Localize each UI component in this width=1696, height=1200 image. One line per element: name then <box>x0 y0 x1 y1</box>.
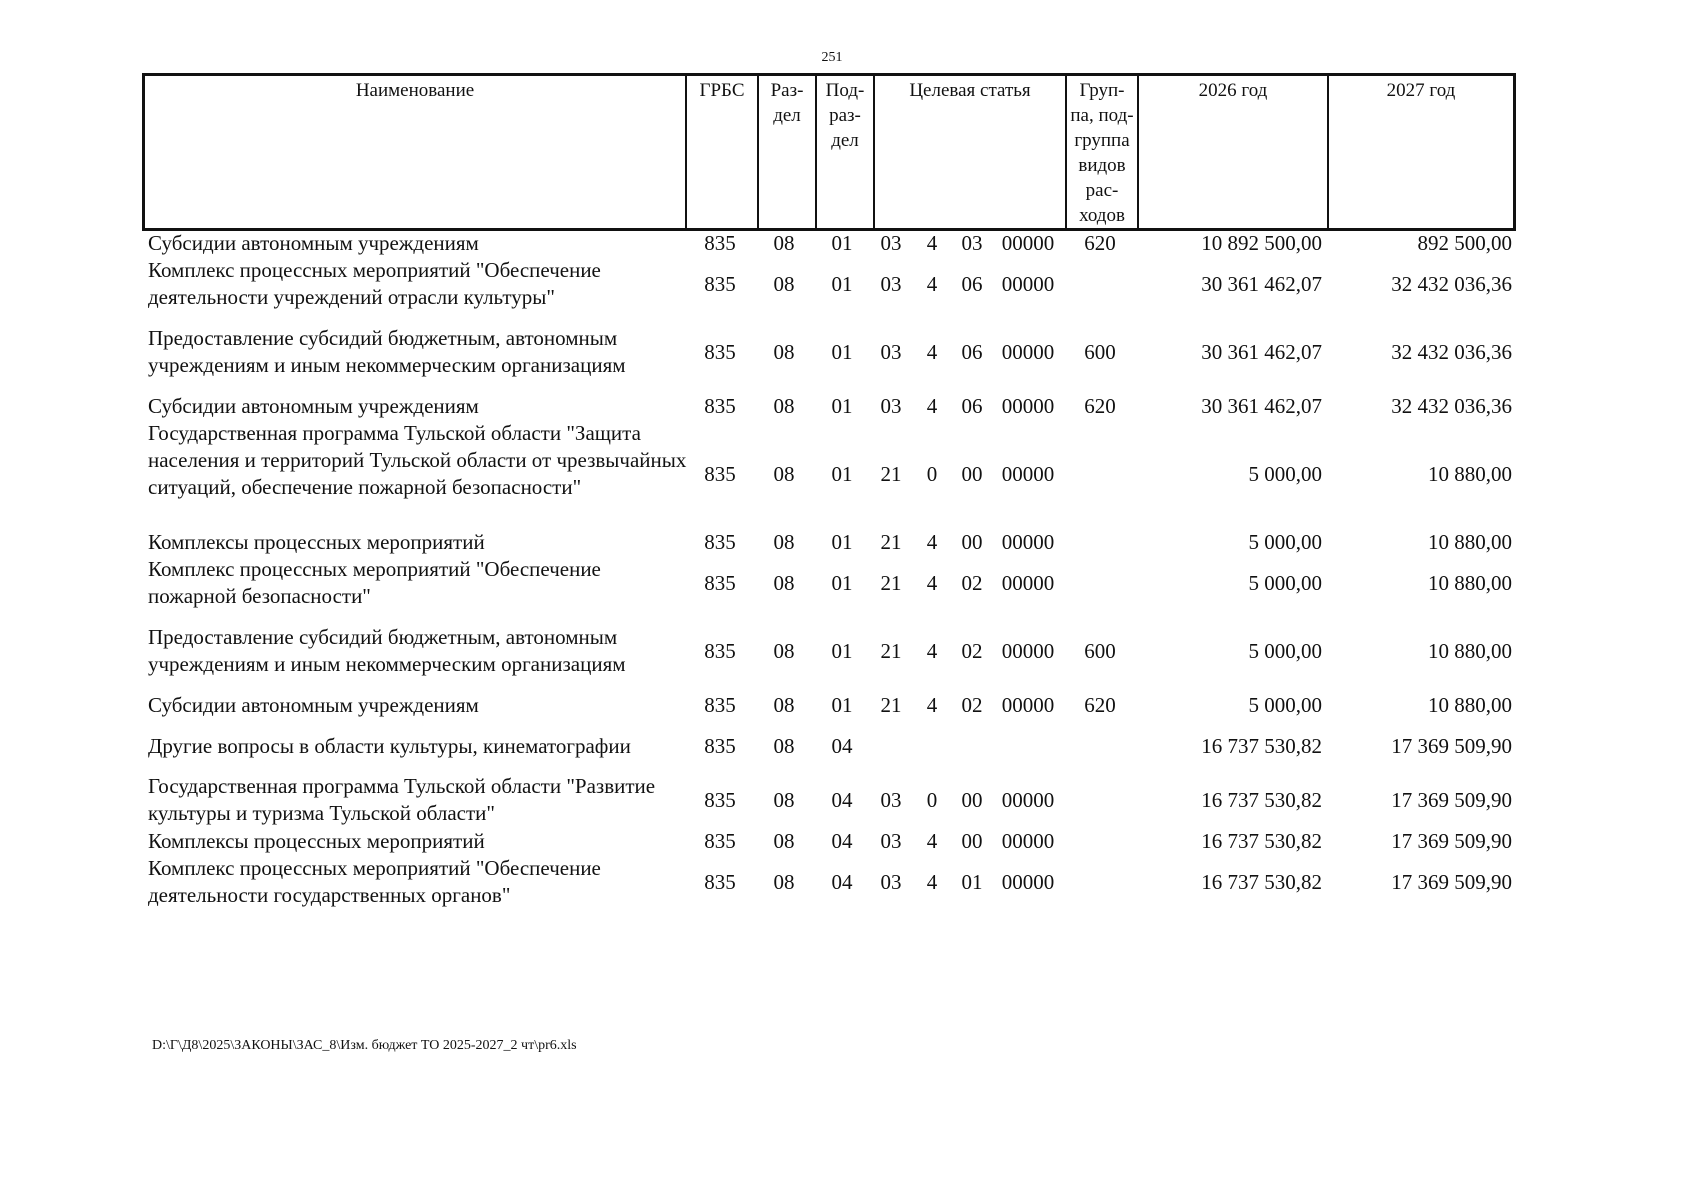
row-2027: 32 432 036,36 <box>1391 272 1512 296</box>
row-name: Субсидии автономным учреждениям <box>148 394 479 418</box>
row-target-code: 00000 <box>1001 231 1055 255</box>
row-2026: 30 361 462,07 <box>1201 272 1322 296</box>
row-grbs: 835 <box>704 340 736 364</box>
row-target-sub: 06 <box>961 272 983 296</box>
row-target-code: 00000 <box>1001 639 1055 663</box>
row-target-sub: 00 <box>961 462 983 486</box>
row-name: Другие вопросы в области культуры, кинематографии <box>148 734 631 758</box>
row-2026: 16 737 530,82 <box>1201 870 1322 894</box>
header-razdel: Раз- дел <box>770 80 804 126</box>
row-target-program: 21 <box>880 693 902 717</box>
row-target-type: 4 <box>926 394 938 418</box>
row-target-program: 03 <box>880 394 902 418</box>
row-grbs: 835 <box>704 571 736 595</box>
row-2026: 30 361 462,07 <box>1201 340 1322 364</box>
table-header <box>142 73 1516 231</box>
row-target-program: 03 <box>880 272 902 296</box>
row-razdel: 08 <box>773 272 795 296</box>
row-2027: 10 880,00 <box>1428 571 1512 595</box>
row-target-code: 00000 <box>1001 870 1055 894</box>
row-group: 600 <box>1084 340 1116 364</box>
row-target-type: 4 <box>926 829 938 853</box>
row-podrazdel: 04 <box>831 870 853 894</box>
row-target-code: 00000 <box>1001 693 1055 717</box>
row-2027: 10 880,00 <box>1428 693 1512 717</box>
row-target-code: 00000 <box>1001 340 1055 364</box>
row-target-program: 21 <box>880 530 902 554</box>
row-podrazdel: 01 <box>831 272 853 296</box>
row-2026: 5 000,00 <box>1248 693 1322 717</box>
row-grbs: 835 <box>704 231 736 255</box>
row-target-program: 21 <box>880 571 902 595</box>
row-target-type: 4 <box>926 231 938 255</box>
row-target-sub: 03 <box>961 231 983 255</box>
row-target-sub: 00 <box>961 530 983 554</box>
row-podrazdel: 01 <box>831 394 853 418</box>
row-target-type: 4 <box>926 571 938 595</box>
row-target-code: 00000 <box>1001 462 1055 486</box>
row-name: Комплексы процессных мероприятий <box>148 829 485 853</box>
header-2027: 2027 год <box>1386 80 1456 101</box>
row-target-sub: 06 <box>961 394 983 418</box>
page-number: 251 <box>821 50 843 65</box>
header-grbs: ГРБС <box>699 80 745 101</box>
row-target-type: 4 <box>926 870 938 894</box>
row-target-type: 0 <box>926 462 938 486</box>
row-target-program: 03 <box>880 231 902 255</box>
header-2026: 2026 год <box>1198 80 1268 101</box>
row-podrazdel: 01 <box>831 462 853 486</box>
row-2027: 17 369 509,90 <box>1391 734 1512 758</box>
row-razdel: 08 <box>773 693 795 717</box>
row-target-sub: 00 <box>961 829 983 853</box>
row-target-code: 00000 <box>1001 394 1055 418</box>
row-razdel: 08 <box>773 530 795 554</box>
row-2027: 32 432 036,36 <box>1391 394 1512 418</box>
row-podrazdel: 01 <box>831 639 853 663</box>
row-2027: 892 500,00 <box>1417 231 1512 255</box>
row-grbs: 835 <box>704 788 736 812</box>
row-razdel: 08 <box>773 231 795 255</box>
row-target-code: 00000 <box>1001 829 1055 853</box>
row-target-program: 03 <box>880 340 902 364</box>
row-razdel: 08 <box>773 639 795 663</box>
row-razdel: 08 <box>773 394 795 418</box>
row-name: Комплекс процессных мероприятий "Обеспечение деятельности государственных органов" <box>148 856 601 907</box>
row-name: Комплекс процессных мероприятий "Обеспечение пожарной безопасности" <box>148 557 601 608</box>
row-2026: 16 737 530,82 <box>1201 829 1322 853</box>
row-grbs: 835 <box>704 829 736 853</box>
row-target-program: 03 <box>880 829 902 853</box>
row-grbs: 835 <box>704 734 736 758</box>
row-grbs: 835 <box>704 693 736 717</box>
row-razdel: 08 <box>773 870 795 894</box>
row-target-type: 0 <box>926 788 938 812</box>
row-target-sub: 00 <box>961 788 983 812</box>
row-target-code: 00000 <box>1001 571 1055 595</box>
row-target-sub: 01 <box>961 870 983 894</box>
row-podrazdel: 01 <box>831 693 853 717</box>
row-group: 600 <box>1084 639 1116 663</box>
header-target: Целевая статья <box>909 80 1031 101</box>
row-target-type: 4 <box>926 639 938 663</box>
row-target-program: 21 <box>880 639 902 663</box>
row-2026: 10 892 500,00 <box>1201 231 1322 255</box>
row-group: 620 <box>1084 394 1116 418</box>
row-2026: 5 000,00 <box>1248 571 1322 595</box>
row-razdel: 08 <box>773 340 795 364</box>
row-target-program: 21 <box>880 462 902 486</box>
row-target-sub: 02 <box>961 639 983 663</box>
row-razdel: 08 <box>773 734 795 758</box>
row-target-program: 03 <box>880 788 902 812</box>
file-path-footer: D:\Г\Д8\2025\ЗАКОНЫ\ЗАС_8\Изм. бюджет ТО 2025-2027_2 чт\pr6.xls <box>152 1038 577 1053</box>
row-group: 620 <box>1084 231 1116 255</box>
row-target-type: 4 <box>926 272 938 296</box>
header-name: Наименование <box>355 80 475 101</box>
row-name: Государственная программа Тульской области "Защита населения и территорий Тульской области от чрезвычайных ситуаций, обеспечение пожарной безопасности" <box>148 421 687 499</box>
row-2027: 32 432 036,36 <box>1391 340 1512 364</box>
row-target-code: 00000 <box>1001 530 1055 554</box>
row-podrazdel: 04 <box>831 788 853 812</box>
row-razdel: 08 <box>773 788 795 812</box>
row-target-code: 00000 <box>1001 272 1055 296</box>
row-target-type: 4 <box>926 693 938 717</box>
row-group: 620 <box>1084 693 1116 717</box>
header-podrazdel: Под- раз- дел <box>825 80 865 151</box>
row-name: Предоставление субсидий бюджетным, автономным учреждениям и иным некоммерческим организациям <box>148 625 626 676</box>
row-target-sub: 02 <box>961 693 983 717</box>
row-podrazdel: 04 <box>831 829 853 853</box>
row-razdel: 08 <box>773 829 795 853</box>
row-2027: 10 880,00 <box>1428 530 1512 554</box>
row-2026: 30 361 462,07 <box>1201 394 1322 418</box>
row-2027: 17 369 509,90 <box>1391 829 1512 853</box>
row-name: Предоставление субсидий бюджетным, автономным учреждениям и иным некоммерческим организациям <box>148 326 626 377</box>
row-grbs: 835 <box>704 272 736 296</box>
row-target-program: 03 <box>880 870 902 894</box>
row-podrazdel: 01 <box>831 340 853 364</box>
row-2026: 5 000,00 <box>1248 530 1322 554</box>
row-grbs: 835 <box>704 639 736 663</box>
row-name: Субсидии автономным учреждениям <box>148 693 479 717</box>
row-name: Субсидии автономным учреждениям <box>148 231 479 255</box>
row-2027: 10 880,00 <box>1428 462 1512 486</box>
row-target-type: 4 <box>926 530 938 554</box>
row-podrazdel: 04 <box>831 734 853 758</box>
row-razdel: 08 <box>773 462 795 486</box>
row-2026: 16 737 530,82 <box>1201 788 1322 812</box>
header-group: Груп- па, под- группа видов рас- ходов <box>1070 80 1134 226</box>
row-2026: 5 000,00 <box>1248 462 1322 486</box>
row-2027: 17 369 509,90 <box>1391 870 1512 894</box>
row-target-type: 4 <box>926 340 938 364</box>
row-grbs: 835 <box>704 394 736 418</box>
row-target-sub: 02 <box>961 571 983 595</box>
row-podrazdel: 01 <box>831 571 853 595</box>
row-target-sub: 06 <box>961 340 983 364</box>
row-name: Комплекс процессных мероприятий "Обеспечение деятельности учреждений отрасли культуры" <box>148 258 601 309</box>
row-2026: 16 737 530,82 <box>1201 734 1322 758</box>
row-2027: 10 880,00 <box>1428 639 1512 663</box>
row-podrazdel: 01 <box>831 231 853 255</box>
row-grbs: 835 <box>704 870 736 894</box>
row-podrazdel: 01 <box>831 530 853 554</box>
row-target-code: 00000 <box>1001 788 1055 812</box>
row-grbs: 835 <box>704 530 736 554</box>
row-grbs: 835 <box>704 462 736 486</box>
row-2026: 5 000,00 <box>1248 639 1322 663</box>
row-name: Комплексы процессных мероприятий <box>148 530 485 554</box>
row-name: Государственная программа Тульской области "Развитие культуры и туризма Тульской области" <box>148 774 656 825</box>
row-2027: 17 369 509,90 <box>1391 788 1512 812</box>
row-razdel: 08 <box>773 571 795 595</box>
